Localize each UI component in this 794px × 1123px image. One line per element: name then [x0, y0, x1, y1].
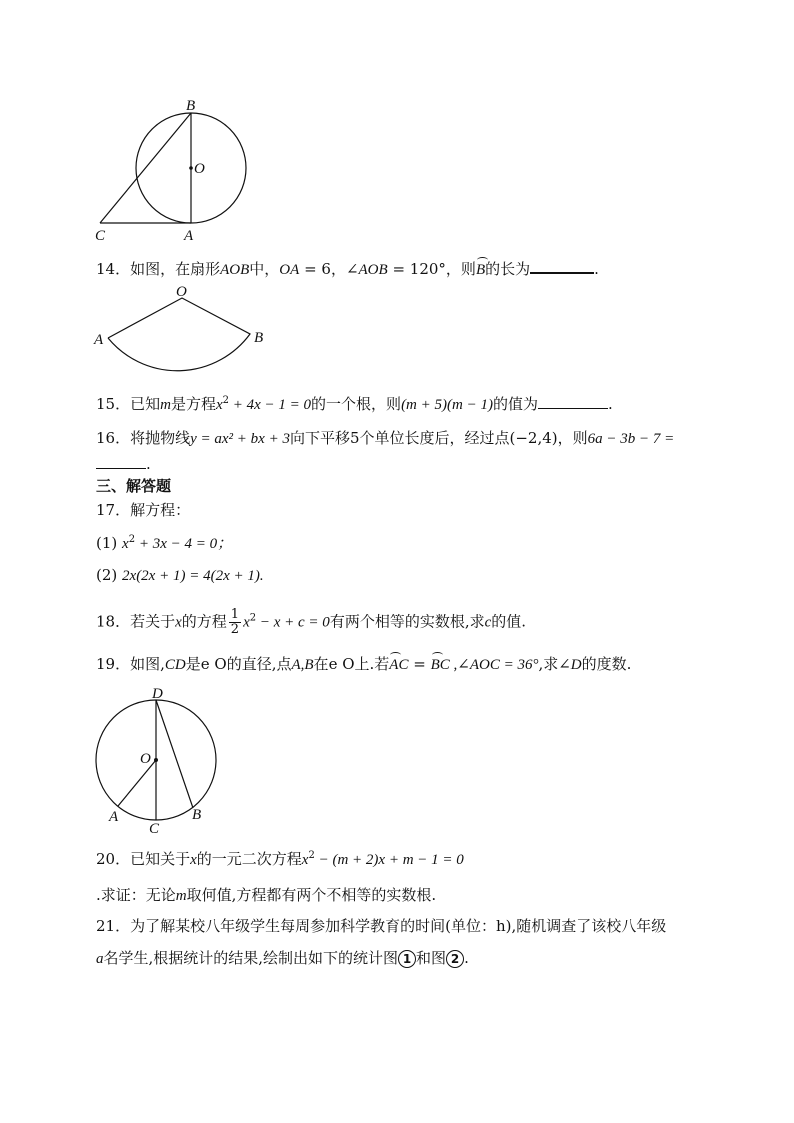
label-c: C — [95, 228, 106, 244]
question-18: 18．若关于x的方程 $\frac{1}{2}$ $x^2 - x + c = 0$有两个相等的实数根,求c的值. — [96, 607, 527, 637]
question-20-line-2: .求证：无论m取何值,方程都有两个不相等的实数根. — [96, 886, 437, 904]
sector-aob — [108, 298, 250, 371]
question-17-part-2: (2) 2x(2x + 1) = 4(2x + 1). — [96, 566, 264, 584]
answer-blank[interactable] — [538, 394, 608, 409]
figure-circle-chords — [90, 685, 230, 837]
question-20: 20．已知关于x的一元二次方程$x^2 - (m + 2)x + m - 1 = 0$ — [96, 850, 464, 868]
answer-blank[interactable] — [530, 258, 594, 274]
label-a: A — [184, 228, 194, 244]
label-c: C — [149, 821, 160, 837]
center-point — [189, 166, 193, 170]
fraction-one-half: $\frac{1}{2}$ — [230, 607, 240, 637]
question-17-part-1: (1) $x^2 + 3x - 4 = 0$； — [96, 534, 233, 552]
arc-ac: AC — [389, 657, 409, 673]
label-b: B — [192, 807, 202, 823]
label-o: O — [194, 161, 205, 177]
question-16-blank: . — [96, 454, 151, 474]
question-15: 15．已知m是方程$x^2 + 4x - 1 = 0$的一个根，则(m + 5)(m − 1)的值为 . — [96, 395, 613, 413]
arc-bc: BC — [430, 657, 450, 673]
label-o: O — [176, 284, 187, 300]
label-o: O — [140, 751, 151, 767]
center-point — [154, 758, 158, 762]
label-b: B — [254, 330, 264, 346]
label-a: A — [109, 809, 119, 825]
circled-number-1: 1 — [398, 950, 416, 968]
question-16: 16．将抛物线y = ax² + bx + 3向下平移5个单位长度后，经过点(−2,4)，则6a − 3b − 7 = — [96, 429, 675, 447]
question-21-line-2: a名学生,根据统计的结果,绘制出如下的统计图 1 和图 2 . — [96, 949, 469, 967]
figure-sector — [92, 282, 272, 382]
question-19: 19．如图,CD是e O的直径,点A,B在e O上.若AC = BC ,∠AOC = 36°,求∠D的度数. — [96, 655, 632, 673]
label-b: B — [186, 98, 196, 114]
arc-ab: B — [475, 262, 486, 278]
section-title: 三、解答题 — [96, 477, 172, 495]
question-21: 21．为了解某校八年级学生每周参加科学教育的时间(单位：h),随机调查了该校八年级 — [96, 917, 667, 935]
question-14: 14．如图，在扇形AOB中，OA = 6，∠AOB = 120°，则B的长为 . — [96, 260, 599, 278]
label-a: A — [94, 332, 104, 348]
question-17: 17．解方程： — [96, 501, 191, 519]
label-d: D — [152, 686, 163, 702]
answer-blank[interactable] — [96, 454, 146, 469]
figure-circle-tangent — [90, 95, 260, 245]
chord-db — [156, 700, 193, 808]
line-bc — [100, 113, 191, 223]
circled-number-2: 2 — [446, 950, 464, 968]
